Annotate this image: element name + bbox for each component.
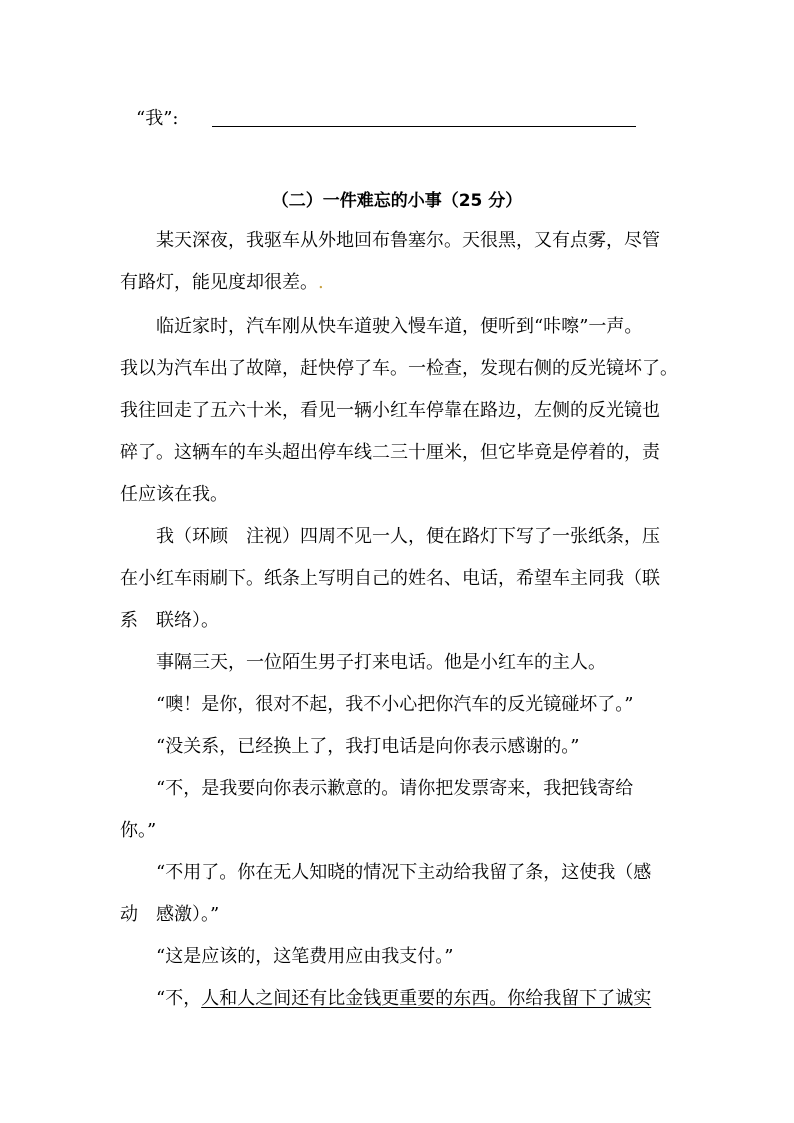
section-title: （二）一件难忘的小事（25 分） (271, 191, 523, 211)
paragraph-line: 在小红车雨刷下。纸条上写明自己的姓名、电话，希望车主同我（联 (120, 568, 660, 589)
paragraph-line: 任应该在我。 (120, 484, 228, 505)
answer-blank-line[interactable] (212, 126, 636, 127)
paragraph-line: 我以为汽车出了故障，赶快停了车。一检查，发现右侧的反光镜坏了。 (120, 358, 678, 379)
paragraph-line: 事隔三天，一位陌生男子打来电话。他是小红车的主人。 (156, 652, 606, 673)
answer-label: “我”: (136, 108, 179, 129)
dialogue-line: 动 感激）。” (120, 904, 220, 925)
paragraph-line: 我往回走了五六十米，看见一辆小红车停靠在路边，左侧的反光镜也 (120, 400, 660, 421)
dialogue-line: “不，人和人之间还有比金钱更重要的东西。你给我留下了诚实 (156, 988, 652, 1009)
stray-mark: . (318, 272, 324, 293)
paragraph-line: 碎了。这辆车的车头超出停车线二三十厘米，但它毕竟是停着的，责 (120, 442, 660, 463)
paragraph-line: 某天深夜，我驱车从外地回布鲁塞尔。天很黑，又有点雾，尽管 (156, 230, 660, 251)
paragraph-line: 有路灯，能见度却很差。. (120, 272, 324, 293)
paragraph-line: 临近家时，汽车刚从快车道驶入慢车道，便听到“咔嚓”一声。 (156, 316, 643, 337)
dialogue-line: “这是应该的，这笔费用应由我支付。” (156, 946, 454, 967)
dialogue-line: “不用了。你在无人知晓的情况下主动给我留了条，这使我（感 (156, 862, 652, 883)
dialogue-line: “噢！是你，很对不起，我不小心把你汽车的反光镜碰坏了。” (156, 694, 634, 715)
dialogue-line: “不，是我要向你表示歉意的。请你把发票寄来，我把钱寄给 (156, 778, 634, 799)
paragraph-line: 系 联络）。 (120, 610, 219, 631)
underlined-sentence: 人和人之间还有比金钱更重要的东西。你给我留下了诚实 (201, 988, 652, 1009)
dialogue-line: 你。” (120, 820, 157, 841)
dialogue-line: “没关系，已经换上了，我打电话是向你表示感谢的。” (156, 736, 580, 757)
paragraph-line: 我（环顾 注视）四周不见一人，便在路灯下写了一张纸条，压 (156, 526, 660, 547)
